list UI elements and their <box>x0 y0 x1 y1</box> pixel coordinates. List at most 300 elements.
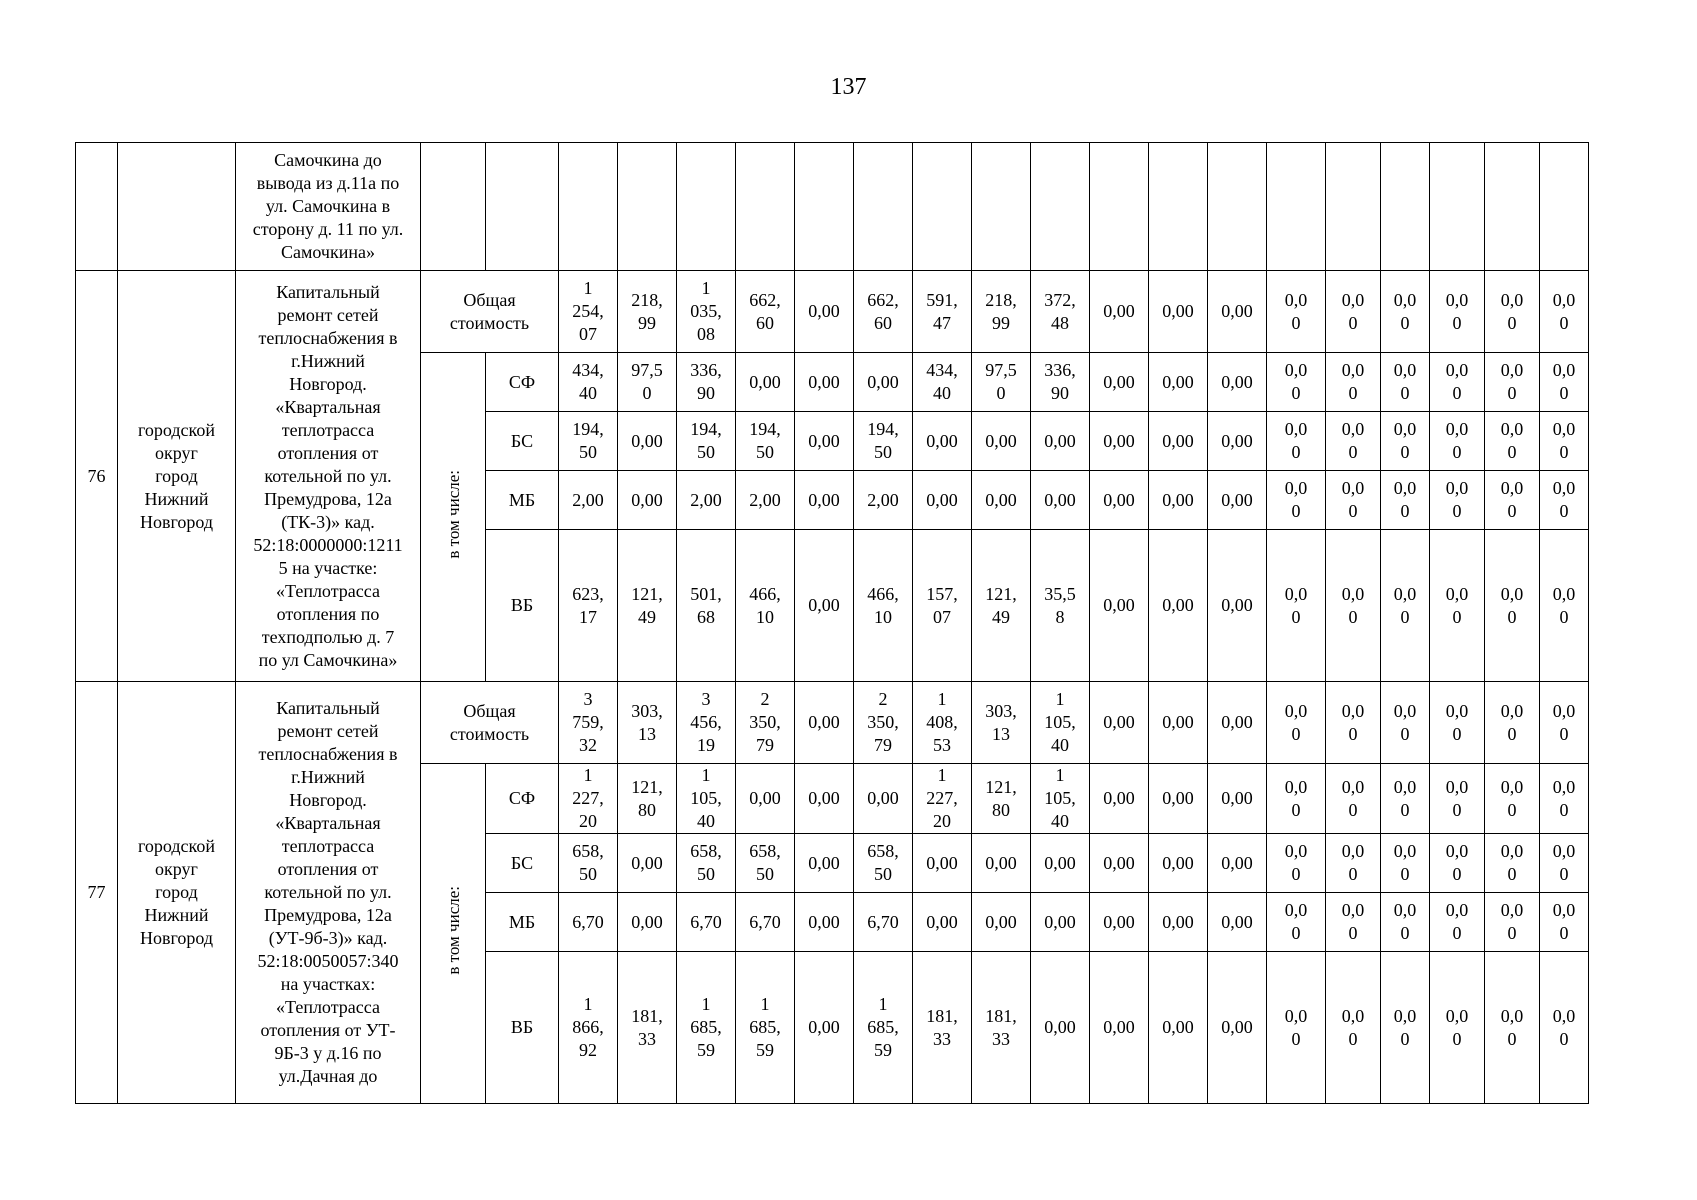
text-line: 0 <box>1559 923 1569 943</box>
text-line: 0 <box>1291 799 1301 820</box>
text-line: 0 <box>1348 923 1358 943</box>
text-line: 0,00 <box>1162 489 1194 510</box>
value-cell <box>736 893 795 952</box>
text-line: округ <box>155 859 198 879</box>
text-line: 40 <box>697 811 715 831</box>
text-line: 0 <box>642 383 652 403</box>
text-line: стоимость <box>449 723 530 744</box>
value-cell <box>1149 834 1208 893</box>
text-line: 0 <box>1348 501 1358 521</box>
text-line: ул. Самочкина в <box>265 196 391 216</box>
value-cell <box>677 682 736 764</box>
text-line: 0 <box>1507 442 1517 462</box>
value-cell <box>1381 682 1430 764</box>
text-line: 408, <box>926 712 958 732</box>
value-cell <box>559 530 618 682</box>
value-cell <box>677 412 736 471</box>
text-line: 07 <box>933 606 951 627</box>
value-cell <box>618 834 677 893</box>
text-line: 13 <box>638 723 656 744</box>
value-cell <box>795 682 854 764</box>
text-line: 33 <box>638 1028 656 1049</box>
text-line: 0 <box>1400 442 1410 462</box>
text-line: 79 <box>756 735 774 755</box>
text-line: 0 <box>1348 442 1358 462</box>
text-line: 50 <box>697 442 715 462</box>
value-cell <box>1090 893 1149 952</box>
funding-source-label: ВБ <box>486 952 559 1104</box>
text-line: 218, <box>985 289 1017 310</box>
text-line: 658, <box>690 841 722 861</box>
text-line: 0,0 <box>1500 419 1524 439</box>
text-line: 0,00 <box>808 595 840 615</box>
text-line: 59 <box>697 1040 715 1060</box>
text-line: 0,0 <box>1552 900 1576 920</box>
value-cell <box>677 471 736 530</box>
text-line: 658, <box>749 841 781 861</box>
text-line: 0,00 <box>808 1017 840 1037</box>
value-cell <box>559 952 618 1104</box>
text-line: 0,00 <box>1103 712 1135 732</box>
text-line: 0 <box>1291 864 1301 884</box>
value-cell <box>1149 530 1208 682</box>
text-line: г.Нижний <box>291 767 365 787</box>
value-cell <box>1540 271 1589 353</box>
text-line: 0,00 <box>808 430 840 451</box>
text-line: 1 <box>583 994 593 1014</box>
text-line: 0,0 <box>1552 1005 1576 1026</box>
text-line: 99 <box>992 312 1010 333</box>
text-line: 0,0 <box>1500 900 1524 920</box>
text-line: Общая <box>463 700 516 721</box>
value-cell <box>677 764 736 834</box>
funding-source-label: БС <box>486 834 559 893</box>
value-cell <box>677 530 736 682</box>
text-line: 92 <box>579 1040 597 1060</box>
value-cell <box>1090 412 1149 471</box>
project-number: 77 <box>76 682 118 1104</box>
value-cell <box>1485 530 1540 682</box>
text-line: отопления от УТ- <box>260 1020 396 1040</box>
description-cell <box>236 682 421 1104</box>
text-line: 121, <box>631 583 663 604</box>
text-line: 685, <box>867 1017 899 1037</box>
text-line: 0,00 <box>1044 489 1076 510</box>
value-cell <box>1326 412 1381 471</box>
value-cell <box>736 682 795 764</box>
value-cell <box>795 530 854 682</box>
text-line: 181, <box>926 1005 958 1026</box>
value-cell <box>1149 764 1208 834</box>
value-cell <box>1208 893 1267 952</box>
text-line: 121, <box>985 583 1017 604</box>
funding-source-label: СФ <box>486 353 559 412</box>
text-line: 59 <box>756 1040 774 1060</box>
value-cell <box>1090 834 1149 893</box>
text-line: 47 <box>933 312 951 333</box>
value-cell <box>854 412 913 471</box>
text-line: 0,0 <box>1552 583 1576 604</box>
text-line: 3 <box>701 689 711 709</box>
text-line: Самочкина» <box>281 242 375 262</box>
value-cell <box>677 952 736 1104</box>
text-line: 0,00 <box>1162 430 1194 451</box>
value-cell <box>1485 471 1540 530</box>
text-line: 79 <box>874 735 892 755</box>
text-line: 5 на участке: <box>278 557 378 578</box>
text-line: 0 <box>1291 442 1301 462</box>
text-line: 19 <box>697 735 715 755</box>
text-line: 0,00 <box>808 712 840 732</box>
text-line: городской <box>137 419 216 440</box>
text-line: 0,0 <box>1284 900 1308 920</box>
value-cell <box>559 471 618 530</box>
text-line: 0,0 <box>1445 583 1469 604</box>
text-line: Премудрова, 12а <box>264 905 392 925</box>
value-cell <box>1430 471 1485 530</box>
value-cell <box>559 682 618 764</box>
text-line: 0,00 <box>926 430 958 451</box>
text-line: 0,0 <box>1552 841 1576 861</box>
value-cell <box>1149 471 1208 530</box>
text-line: Новгород. <box>289 790 367 810</box>
text-line: 0 <box>1507 923 1517 943</box>
text-line: 0,00 <box>1221 301 1253 321</box>
text-line: Капитальный <box>276 698 380 718</box>
text-line: 80 <box>992 799 1010 820</box>
text-line: 17 <box>579 606 597 627</box>
value-cell <box>1267 764 1326 834</box>
text-line: 1 <box>1055 689 1065 709</box>
text-line: Нижний <box>144 905 209 925</box>
text-line: 254, <box>572 301 604 321</box>
text-line: ремонт сетей <box>277 304 379 325</box>
value-cell <box>1326 764 1381 834</box>
text-line: 0,0 <box>1341 583 1365 604</box>
text-line: 2,00 <box>867 489 899 510</box>
text-line: 0,0 <box>1552 289 1576 310</box>
text-line: 0 <box>1400 501 1410 521</box>
value-cell <box>736 143 795 271</box>
text-line: 181, <box>985 1005 1017 1026</box>
value-cell <box>1430 530 1485 682</box>
text-line: 3 <box>583 689 593 709</box>
value-cell <box>1149 271 1208 353</box>
value-cell <box>795 143 854 271</box>
value-cell <box>854 834 913 893</box>
text-line: 0,00 <box>631 430 663 451</box>
text-line: 40 <box>1051 735 1069 755</box>
value-cell <box>618 893 677 952</box>
value-cell <box>1090 271 1149 353</box>
value-cell <box>618 412 677 471</box>
text-line: 0 <box>1400 864 1410 884</box>
value-cell <box>736 412 795 471</box>
text-line: 0,00 <box>1221 788 1253 808</box>
text-line: 0,00 <box>1044 852 1076 873</box>
text-line: (ТК-3)» кад. <box>281 511 375 532</box>
text-line: 218, <box>631 289 663 310</box>
text-line: 0,00 <box>1103 595 1135 615</box>
text-line: 0,00 <box>1044 911 1076 932</box>
text-line: 662, <box>867 289 899 310</box>
text-line: 50 <box>874 442 892 462</box>
text-line: 623, <box>572 583 604 604</box>
value-cell <box>972 893 1031 952</box>
value-cell <box>1267 952 1326 1104</box>
description-cell <box>236 143 421 271</box>
text-line: 0 <box>1507 606 1517 627</box>
text-line: 50 <box>697 864 715 884</box>
text-line: 9Б-3 у д.16 по <box>274 1043 382 1063</box>
text-line: 456, <box>690 712 722 732</box>
text-line: 0,0 <box>1284 419 1308 439</box>
value-cell <box>1090 530 1149 682</box>
text-line: 105, <box>1044 788 1076 808</box>
page-number: 137 <box>830 74 867 100</box>
text-line: 0 <box>1348 799 1358 820</box>
value-cell <box>972 530 1031 682</box>
text-line: 105, <box>1044 712 1076 732</box>
text-line: 0,00 <box>926 852 958 873</box>
text-line: 52:18:0050057:340 <box>257 951 399 971</box>
value-cell <box>677 353 736 412</box>
text-line: 0 <box>1507 723 1517 744</box>
text-line: 0 <box>1559 723 1569 744</box>
value-cell <box>677 893 736 952</box>
text-line: 0 <box>1507 501 1517 521</box>
value-cell <box>559 353 618 412</box>
text-line: 53 <box>933 735 951 755</box>
text-line: 0 <box>996 383 1006 403</box>
text-line: 2,00 <box>572 489 604 510</box>
text-line: 0 <box>1400 312 1410 333</box>
text-line: 97,5 <box>631 360 663 380</box>
value-cell <box>736 353 795 412</box>
text-line: 50 <box>756 864 774 884</box>
funding-source-label: БС <box>486 412 559 471</box>
text-line: 50 <box>579 864 597 884</box>
value-cell <box>1540 530 1589 682</box>
value-cell <box>1381 412 1430 471</box>
text-line: 0,00 <box>1162 788 1194 808</box>
value-cell <box>618 682 677 764</box>
text-line: 0 <box>1348 1028 1358 1049</box>
value-cell <box>1208 682 1267 764</box>
text-line: 0 <box>1348 383 1358 403</box>
text-line: 303, <box>631 700 663 721</box>
text-line: 303, <box>985 700 1017 721</box>
value-cell <box>1208 471 1267 530</box>
value-cell <box>1208 952 1267 1104</box>
value-cell <box>1149 412 1208 471</box>
value-cell <box>1381 471 1430 530</box>
value-cell <box>854 143 913 271</box>
value-cell <box>795 764 854 834</box>
value-cell <box>1430 412 1485 471</box>
text-line: Нижний <box>144 488 209 509</box>
text-line: 1 <box>878 994 888 1014</box>
text-line: 0,00 <box>808 371 840 392</box>
value-cell <box>1090 952 1149 1104</box>
value-cell <box>913 764 972 834</box>
value-cell <box>1267 530 1326 682</box>
value-cell <box>1485 353 1540 412</box>
value-cell <box>1540 764 1589 834</box>
text-line: вывода из д.11а по <box>256 173 400 193</box>
funding-source-label: МБ <box>486 471 559 530</box>
text-line: 0,00 <box>926 911 958 932</box>
value-cell <box>1090 764 1149 834</box>
value-cell <box>795 834 854 893</box>
text-line: 0 <box>1559 1028 1569 1049</box>
text-line: 0,00 <box>1103 371 1135 392</box>
text-line: 0,0 <box>1445 776 1469 797</box>
text-line: 20 <box>933 811 951 831</box>
text-line: 658, <box>867 841 899 861</box>
text-line: 0 <box>1452 923 1462 943</box>
text-line: г.Нижний <box>291 350 365 371</box>
text-line: 658, <box>572 841 604 861</box>
text-line: 0 <box>1452 864 1462 884</box>
text-line: 0,00 <box>1162 712 1194 732</box>
text-line: 0 <box>1400 923 1410 943</box>
value-cell <box>618 143 677 271</box>
value-cell <box>736 471 795 530</box>
value-cell <box>972 471 1031 530</box>
text-line: 0,0 <box>1500 478 1524 498</box>
text-line: 1 <box>583 278 593 298</box>
text-line: 0,0 <box>1552 360 1576 380</box>
including-label-cell <box>421 353 486 682</box>
value-cell <box>913 952 972 1104</box>
text-line: 227, <box>926 788 958 808</box>
text-line: 2,00 <box>690 489 722 510</box>
value-cell <box>854 952 913 1104</box>
text-line: 0,0 <box>1341 776 1365 797</box>
text-line: 0,00 <box>808 301 840 321</box>
value-cell <box>1090 471 1149 530</box>
text-line: отопления по <box>276 603 380 624</box>
text-line: Новгород <box>139 511 214 532</box>
text-line: 0,00 <box>1103 430 1135 451</box>
value-cell <box>1485 893 1540 952</box>
text-line: 0,0 <box>1445 1005 1469 1026</box>
text-line: 0 <box>1348 606 1358 627</box>
value-cell <box>736 764 795 834</box>
value-cell <box>1540 834 1589 893</box>
text-line: 0,00 <box>1044 430 1076 451</box>
funding-source-label: ВБ <box>486 530 559 682</box>
text-line: 0 <box>1400 1028 1410 1049</box>
text-line: 6,70 <box>867 911 899 932</box>
value-cell <box>559 271 618 353</box>
value-cell <box>1381 893 1430 952</box>
value-cell <box>1326 143 1381 271</box>
municipality-cell <box>118 682 236 1104</box>
value-cell <box>1485 764 1540 834</box>
text-line: 194, <box>572 419 604 439</box>
value-cell <box>1149 682 1208 764</box>
text-line: 0,0 <box>1445 419 1469 439</box>
text-line: 0,0 <box>1393 1005 1417 1026</box>
text-line: 0,00 <box>1221 911 1253 932</box>
text-line: 0,00 <box>1162 1017 1194 1037</box>
value-cell <box>795 412 854 471</box>
text-line: 68 <box>697 606 715 627</box>
value-cell <box>1031 143 1090 271</box>
value-cell <box>854 893 913 952</box>
text-line: (УТ-9б-3)» кад. <box>268 928 388 948</box>
text-line: «Теплотрасса <box>276 580 380 601</box>
value-cell <box>1540 952 1589 1104</box>
text-line: 0 <box>1507 864 1517 884</box>
text-line: теплотрасса <box>281 836 375 856</box>
text-line: 0 <box>1507 383 1517 403</box>
text-line: котельной по ул. <box>264 882 392 902</box>
text-line: ул.Дачная до <box>278 1066 378 1086</box>
value-cell <box>1031 471 1090 530</box>
text-line: 0 <box>1291 923 1301 943</box>
text-line: 0,0 <box>1284 776 1308 797</box>
value-cell <box>1326 530 1381 682</box>
text-line: теплоснабжения в <box>258 744 398 764</box>
text-line: округ <box>155 442 198 463</box>
text-line: 0 <box>1291 723 1301 744</box>
text-line: по ул Самочкина» <box>258 649 398 670</box>
value-cell <box>1381 764 1430 834</box>
funding-table <box>75 142 1644 1104</box>
label-cell <box>421 143 486 271</box>
text-line: 0,00 <box>985 852 1017 873</box>
municipality-cell <box>118 143 236 271</box>
value-cell <box>1430 271 1485 353</box>
text-line: 372, <box>1044 289 1076 310</box>
text-line: 0 <box>1452 501 1462 521</box>
text-line: Капитальный <box>276 281 380 302</box>
text-line: 0,00 <box>808 788 840 808</box>
value-cell <box>1326 271 1381 353</box>
text-line: 0,0 <box>1445 289 1469 310</box>
text-line: 121, <box>631 776 663 797</box>
value-cell <box>913 143 972 271</box>
value-cell <box>1540 412 1589 471</box>
text-line: 0,0 <box>1341 841 1365 861</box>
value-cell <box>854 530 913 682</box>
text-line: 49 <box>992 606 1010 627</box>
text-line: 0,00 <box>1044 1017 1076 1037</box>
text-line: 0,0 <box>1393 900 1417 920</box>
value-cell <box>854 271 913 353</box>
text-line: отопления от <box>277 859 379 879</box>
text-line: «Теплотрасса <box>276 997 380 1017</box>
text-line: 07 <box>579 324 597 344</box>
text-line: 0,0 <box>1552 700 1576 721</box>
text-line: 0,0 <box>1552 776 1576 797</box>
text-line: 227, <box>572 788 604 808</box>
text-line: стоимость <box>449 312 530 333</box>
text-line: 10 <box>874 606 892 627</box>
value-cell <box>1381 530 1430 682</box>
text-line: Новгород <box>139 928 214 948</box>
text-line: 0,00 <box>808 852 840 873</box>
text-line: 0,00 <box>808 911 840 932</box>
value-cell <box>1430 893 1485 952</box>
value-cell <box>1381 143 1430 271</box>
text-line: 194, <box>690 419 722 439</box>
text-line: 2 <box>760 689 770 709</box>
text-line: 0,0 <box>1341 1005 1365 1026</box>
